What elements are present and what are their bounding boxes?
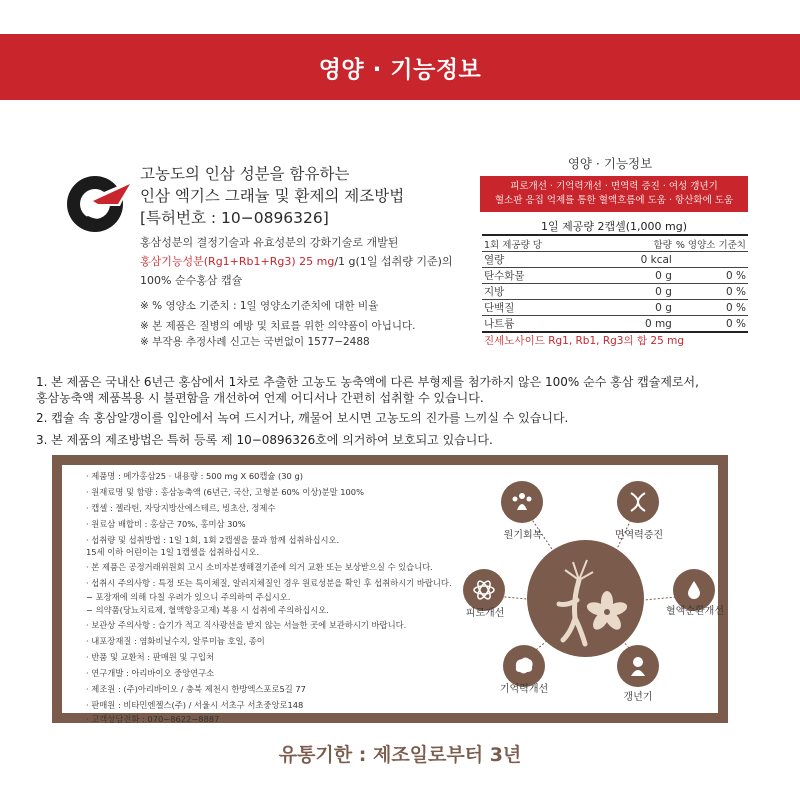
header-percent: % 영양소 기준치 [674,235,748,252]
statement-1: 1. 본 제품은 국내산 6년근 홍삼에서 1차로 추출한 고농도 농축액에 다른 부형제를 첨가하지 않은 100% 순수 홍삼 캡슐제로서, [36,375,699,389]
brand-logo-icon [60,166,134,240]
ginsenoside-total: 진세노사이드 Rg1, Rb1, Rg3의 합 25 mg [484,335,685,347]
nutrient-name: 열량 [482,252,598,268]
info-line: · 제조원 : (주)아리바이오 / 충북 제천시 한방엑스포로5길 77 [86,684,306,694]
woman-icon [626,654,650,678]
nutrient-percent: 0 % [674,300,748,316]
nutrient-amount: 0 kcal [598,252,674,268]
function-label-memory: 기억력개선 [499,684,549,695]
nutrient-percent: 0 % [674,268,748,284]
statement-3: 3. 본 제품의 제조방법은 특허 등록 제 10−0896326호에 의거하여 보호되고 있습니다. [36,433,493,447]
brain-icon [512,654,536,678]
functions-line-2: 혈소판 응집 억제를 통한 혈액흐름에 도움 · 항산화에 도움 [494,195,734,206]
functional-ingredient-text: 홍삼기능성분(Rg1+Rb1+Rg3) 25 mg [140,255,335,268]
serving-size: 1일 제공량 2캡셀(1,000 mg) [540,220,687,233]
info-line: · 보관상 주의사항 : 습기가 적고 직사광선을 받지 않는 서늘한 곳에 보관하시기 바랍니다. [86,620,407,630]
patent-line-1: 고농도의 인삼 성분을 함유하는 [140,165,350,183]
expiry-text: 유통기한 : 제조일로부터 3년 [278,744,522,766]
nutrition-title: 영양 · 기능정보 [567,156,653,171]
statement-2: 2. 캡슐 속 홍삼알갱이를 입안에서 녹여 드시거나, 깨물어 보시면 고농도의 진가를 느끼실 수 있습니다. [36,411,569,425]
info-line: · 고객상담전화 : 070−8622−8887 [86,714,220,724]
nutrient-percent: 0 % [674,284,748,300]
dna-icon [626,490,650,514]
info-line: · 원재료명 및 함량 : 홍삼농축액 (6년근, 국산, 고형분 60% 이상)분말 100% [86,487,364,497]
people-icon [510,490,534,514]
patent-number: [특허번호 : 10−0896326] [140,209,329,227]
nutrition-row [482,268,748,284]
info-line: · 내포장재질 : 염화비닐수지, 알루미늄 호일, 종이 [86,636,265,646]
description-line-2-rest: /1 g(1일 섭취량 기준)의 [334,255,453,268]
description-line-1: 홍삼성분의 결정기술과 유효성분의 강화기술로 개발된 [140,236,399,249]
banner-title: 영양 · 기능정보 [318,56,482,83]
atom-icon [472,578,496,602]
info-line: 15세 이하 어린이는 1일 1캡셀을 섭취하십시오. [86,547,260,557]
nutrient-name: 나트륨 [482,316,598,333]
header-banner [0,34,800,100]
nutrition-row [482,300,748,316]
note-line-2: ※ 본 제품은 질병의 예방 및 치료를 위한 의약품이 아닙니다. [140,320,416,332]
patent-line-2: 인삼 엑기스 그래뉼 및 환제의 제조방법 [140,187,405,205]
info-line: · 반품 및 교환처 : 판매원 및 구입처 [86,652,215,662]
nutrient-percent: 0 % [674,316,748,333]
nutrient-amount: 0 mg [598,316,674,333]
nutrient-name: 탄수화물 [482,268,598,284]
nutrition-row [482,252,748,268]
description-line-3: 100% 순수홍삼 캡슐 [140,274,243,287]
info-line: · 본 제품은 공정거래위원회 고시 소비자분쟁해결기준에 의거 교환 또는 보상받으실 수 있습니다. [86,562,433,572]
info-line: · 캡셀 : 젤라틴, 자당지방산에스테르, 빙초산, 정제수 [86,503,276,513]
function-label-energy: 원기회복 [503,530,543,541]
info-line: − 포장재에 의해 다칠 우려가 있으니 주의하여 주십시오. [86,592,291,602]
nutrient-amount: 0 g [598,284,674,300]
menopause-circle [617,645,659,687]
nutrient-name: 단백질 [482,300,598,316]
immunity-circle [617,481,659,523]
ginseng-center-circle [527,540,644,657]
description-line-2 [140,255,452,269]
note-line-3: ※ 부작용 추정사례 신고는 국번없이 1577−2488 [140,336,370,348]
nutrient-percent [674,252,748,268]
function-label-circulation: 혈액순환개선 [666,606,724,617]
info-line: · 섭취량 및 섭취방법 : 1일 1회, 1회 2캡셀을 물과 함께 섭취하십시오. [86,535,340,545]
nutrient-name: 지방 [482,284,598,300]
energy-recovery-circle [501,481,543,523]
nutrition-table [482,234,748,333]
nutrient-amount: 0 g [598,300,674,316]
function-label-fatigue: 피로개선 [465,608,505,619]
nutrition-row [482,284,748,300]
header-serving: 1회 제공량 당 [482,235,598,252]
nutrition-header-row [482,235,748,252]
functions-red-box [480,176,748,212]
nutrient-amount: 0 g [598,268,674,284]
info-line: · 연구개발 : 아리바이오 중앙연구소 [86,668,215,678]
ginseng-root-icon [527,540,644,657]
blood-drop-icon [682,578,706,602]
function-label-immunity: 면역력증진 [614,530,664,541]
info-line: · 판매원 : 비타민엔젤스(주) / 서울시 서초구 서초중앙로148 [86,700,304,710]
functions-line-1: 피로개선 · 기억력개선 · 면역력 증진 · 여성 갱년기 [510,181,718,192]
header-amount: 함량 [598,235,674,252]
info-line: · 원료삼 배합비 : 홍삼근 70%, 홍미삼 30% [86,519,246,529]
info-line: · 제품명 : 메가홍삼25 · 내용량 : 500 mg X 60캡슐 (30 g) [86,471,303,481]
info-line: − 의약품(당뇨치료제, 혈액항응고제) 복용 시 섭취에 주의하십시오. [86,605,329,615]
info-line: · 섭취시 주의사항 : 특정 또는 특이체질, 알러지체질인 경우 원료성분을 확인 후 섭취하시기 바랍니다. [86,578,452,588]
function-label-menopause: 갱년기 [623,692,653,703]
statement-1-cont: 홍삼농축액 제품복용 시 불편함을 개선하여 언제 어디서나 간편히 섭취할 수 있습니다. [36,391,484,405]
nutrition-row [482,316,748,333]
note-line-1: ※ % 영양소 기준치 : 1일 영양소기준치에 대한 비율 [140,300,379,312]
